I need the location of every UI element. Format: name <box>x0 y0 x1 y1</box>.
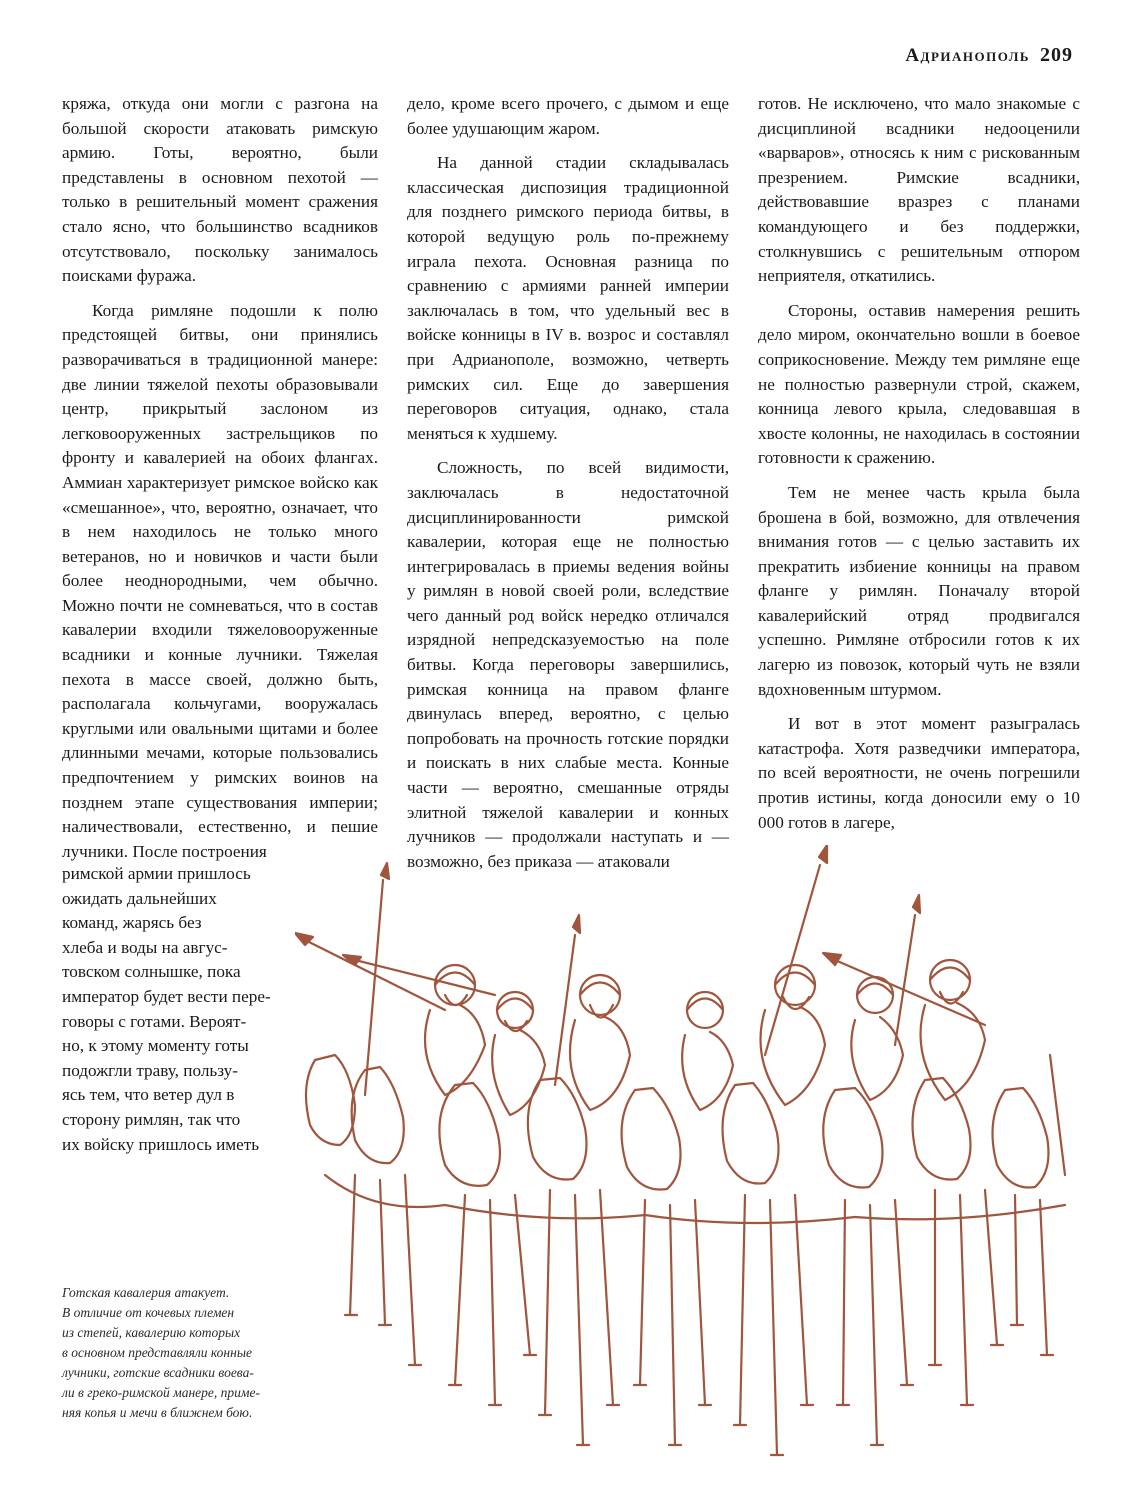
horse-legs <box>325 1175 1065 1455</box>
cavalry-illustration <box>295 845 1095 1475</box>
paragraph: Стороны, оставив намерения решить дело миром, окончательно вошли в боевое соприкосновение. Между тем римляне еще не полностью развернули строй, скажем, конница левого крыла, следовавшая в хвосте колонны, не находилась в состоянии готовности к сражению. <box>758 300 1080 468</box>
text-column-2 <box>407 92 729 874</box>
rider-heads <box>435 960 970 1031</box>
paragraph: кряжа, откуда они могли с разгона на большой скорости атаковать римскую армию. Готы, вероятно, были представлены в основном пехотой — только в решительный момент сражения стало ясно, что большинство всадников отсутствовало, поскольку занималось поисками фуража. <box>62 94 378 286</box>
caption-line: Готская кавалерия атакует. <box>62 1285 230 1300</box>
paragraph: Сложность, по всей видимости, заключалась в недостаточной дисциплинированности римской кавалерии, которая еще не полностью интегрировалась в приемы ведения войны у римлян в новой своей роли, вследствие чего данный род войск нередко отличался изрядной непредсказуемостью на поле битвы. Когда переговоры завершились, римская конница на правом фланге двинулась вперед, вероятно, с целью попробовать на прочность готские порядки и поискать в них слабые места. Конные части — вероятно, смешанные отряды элитной тяжелой кавалерии и конных лучников — продолжали наступать и — возможно, без приказа — атаковали <box>407 458 729 871</box>
running-title: Адрианополь <box>905 45 1030 66</box>
text-line: хлеба и воды на авгус- <box>62 937 228 957</box>
paragraph: Когда римляне подошли к полю предстоящей битвы, они принялись разворачиваться в традиционной манере: две линии тяжелой пехоты образовывали центр, прикрытый заслоном из легковооруженных застрельщиков по фронту и кавалерией на обоих флангах. Аммиан характеризует римское войско как «смешанное», что, вероятно, означает, что в нем находилось не только много ветеранов, но и новичков и части были более неоднородными, чем обычно. Можно почти не сомневаться, что в состав кавалерии входили тяжеловооруженные всадники и конные лучники. Тяжелая пехота в массе своей, должно быть, располагала кольчугами, вооружалась круглыми или овальными щитами и более длинными мечами, которые пользовались предпочтением у римских воинов на позднем этапе существования империи; наличествовали, естественно, и пешие лучники. После построения <box>62 300 378 861</box>
paragraph: И вот в этот момент разыгралась катастрофа. Хотя разведчики императора, по всей вероятности, не очень погрешили против истины, когда доносили ему о 10 000 готов в лагере, <box>758 714 1080 832</box>
horse-heads <box>306 1055 1049 1190</box>
paragraph: дело, кроме всего прочего, с дымом и еще более удушающим жаром. <box>407 94 729 138</box>
rider-bodies <box>425 1003 985 1115</box>
caption-line: няя копья и мечи в ближнем бою. <box>62 1405 253 1420</box>
text-line: император будет вести пере- <box>62 986 271 1006</box>
running-header <box>905 44 1073 67</box>
caption-line: лучники, готские всадники воева- <box>62 1365 254 1380</box>
text-line: сторону римлян, так что <box>62 1109 241 1129</box>
text-line: подожгли траву, пользу- <box>62 1060 238 1080</box>
caption-line: в основном представляли конные <box>62 1345 252 1360</box>
page-number: 209 <box>1040 44 1073 66</box>
caption-line: ли в греко-римской манере, приме- <box>62 1385 260 1400</box>
text-line: говоры с готами. Вероят- <box>62 1011 247 1031</box>
caption-line: В отличие от кочевых племен <box>62 1305 235 1320</box>
text-line: товском солнышке, пока <box>62 962 241 982</box>
text-line: ожидать дальнейших <box>62 888 217 908</box>
text-line: римской армии пришлось <box>62 864 251 883</box>
paragraph: готов. Не исключено, что мало знакомые с дисциплиной всадники недооценили «варваров», относясь к ним с рискованным презрением. Римские всадники, действовавшие вразрез с планами командующего и без поддержки, столкнувшись с решительным отпором неприятеля, откатились. <box>758 94 1080 286</box>
caption-line: из степей, кавалерию которых <box>62 1325 241 1340</box>
hooves <box>345 1315 1053 1455</box>
text-line: их войску пришлось иметь <box>62 1134 260 1154</box>
text-column-3 <box>758 92 1080 835</box>
paragraph: На данной стадии складывалась классическая диспозиция традиционной для позднего римского периода битвы, в которой ведущую роль по-прежнему играла пехота. Основная разница по сравнению с армиями ранней империи заключалась в том, что удельный вес в войске конницы в IV в. возрос и составлял при Адрианополе, возможно, четверть римских сил. Еще до завершения переговоров ситуация, однако, стала меняться к худшему. <box>407 153 729 443</box>
paragraph: Тем не менее часть крыла была брошена в бой, возможно, для отвлечения внимания готов — с целью заставить их прекратить избиение конницы на правом фланге у римлян. Поначалу второй кавалерийский отряд продвигался успешно. Римляне отбросили готов к их лагерю из повозок, который чуть не взяли вдохновенным штурмом. <box>758 482 1080 699</box>
spear-icon <box>295 845 1065 1175</box>
text-line: команд, жарясь без <box>62 913 202 933</box>
figure-caption <box>62 1283 312 1423</box>
text-line: но, к этому моменту готы <box>62 1036 249 1056</box>
text-line: ясь тем, что ветер дул в <box>62 1085 235 1105</box>
text-column-1 <box>62 92 378 864</box>
